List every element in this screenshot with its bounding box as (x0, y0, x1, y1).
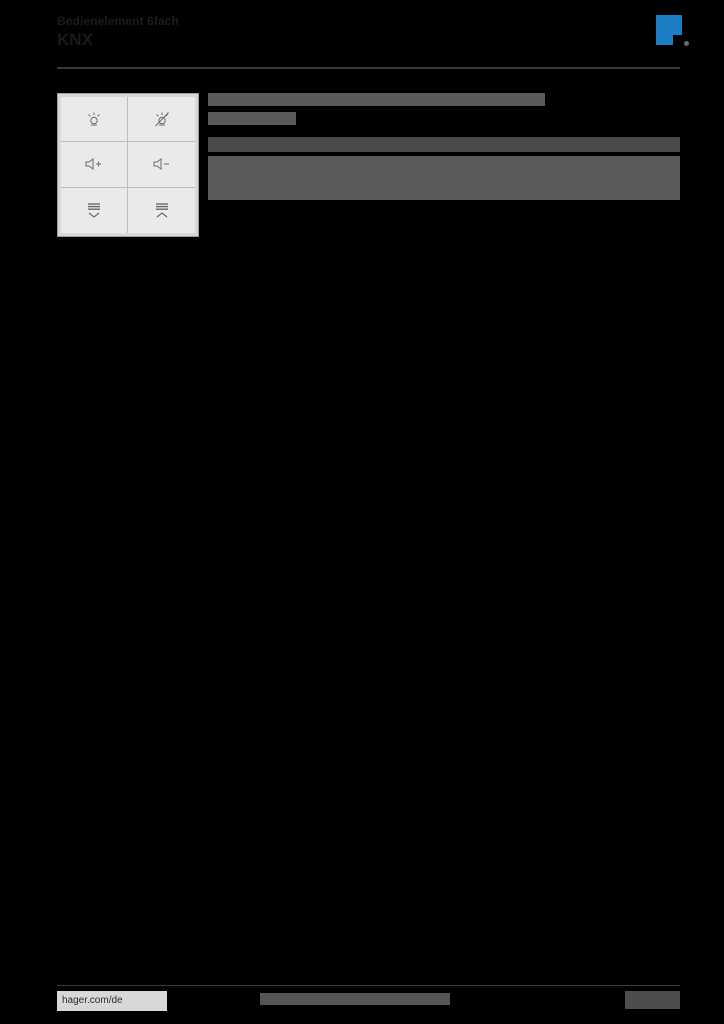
key-lamp-on (61, 97, 128, 142)
product-keypad-6-button (57, 93, 199, 237)
blind-up-icon (151, 200, 173, 220)
lamp-off-icon (152, 109, 172, 129)
redacted-paragraph-block (208, 156, 680, 200)
header-divider (57, 67, 680, 69)
redacted-heading (208, 137, 680, 152)
footer-center-text (260, 993, 450, 1005)
footer-divider (57, 985, 680, 986)
redacted-line-2 (208, 112, 296, 125)
key-volume-up (61, 142, 128, 187)
document-header (57, 14, 680, 49)
lamp-on-icon (84, 109, 104, 129)
key-blind-up (128, 188, 195, 233)
volume-up-icon (83, 156, 105, 172)
key-blind-down (61, 188, 128, 233)
page-subtitle: KNX (57, 30, 93, 49)
footer-url[interactable]: hager.com/de (57, 991, 167, 1011)
hager-logo-icon (656, 15, 696, 49)
footer-page-number (625, 991, 680, 1009)
logo-notch (673, 35, 684, 46)
page-title: Bedienelement 6fach (57, 14, 179, 28)
key-lamp-off (128, 97, 195, 142)
blind-down-icon (83, 200, 105, 220)
logo-dot (684, 41, 689, 46)
volume-down-icon (151, 156, 173, 172)
keypad-plate (61, 97, 195, 233)
redacted-line-1 (208, 93, 545, 106)
key-volume-down (128, 142, 195, 187)
content-column (208, 93, 680, 200)
